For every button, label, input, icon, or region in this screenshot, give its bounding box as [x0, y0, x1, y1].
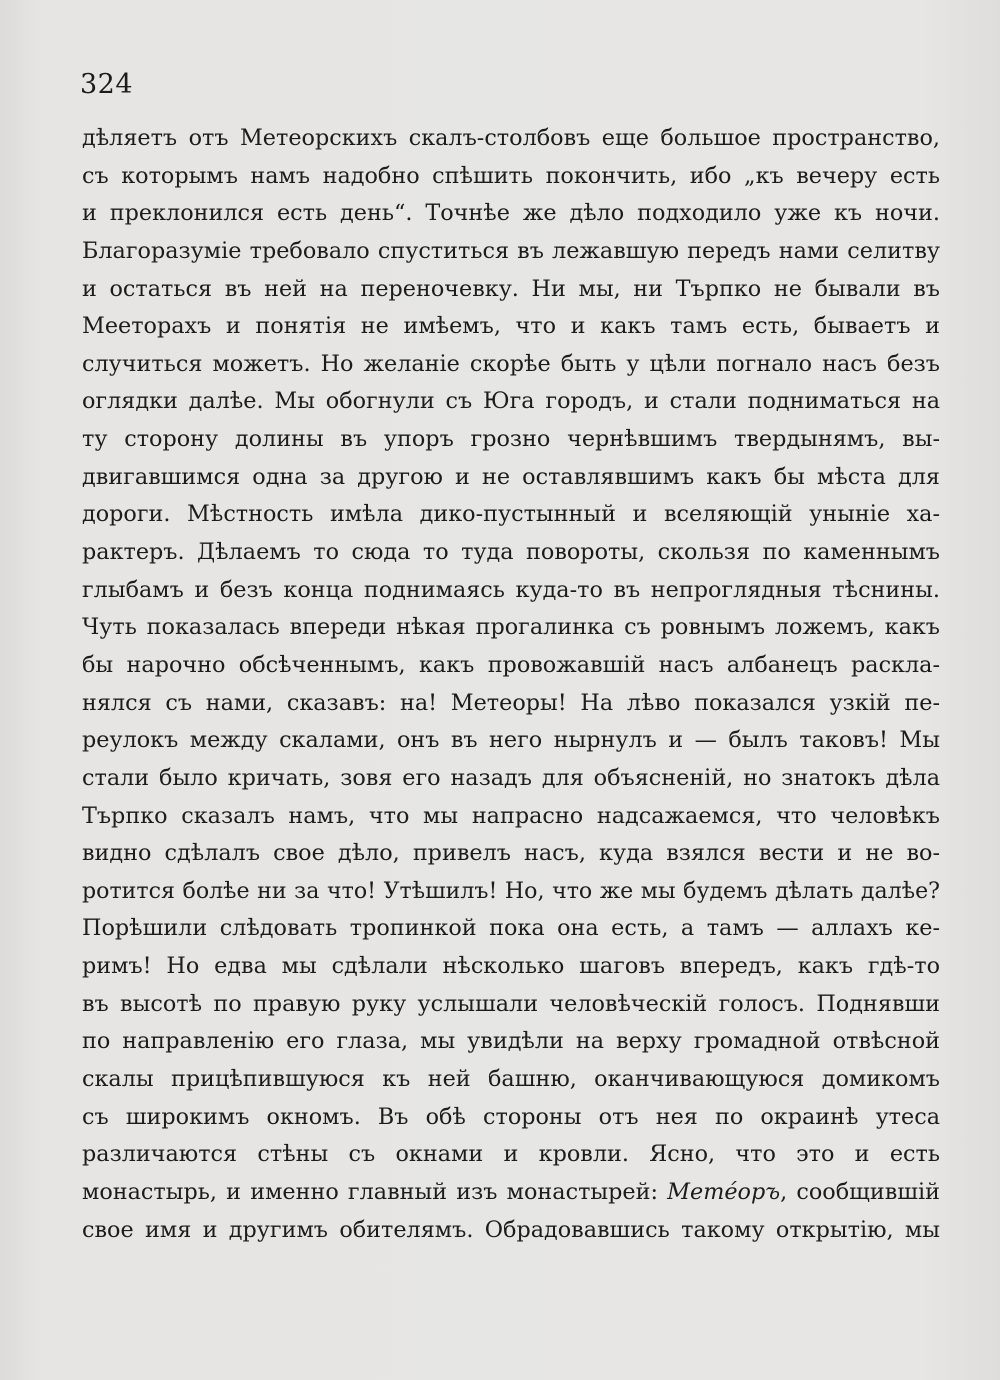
- text-line: дороги. Мѣстность имѣла дико-пустынный и вселяющій уныніе ха-: [82, 501, 940, 528]
- text-line: въ высотѣ по правую руку услышали человѣческій голосъ. Поднявши: [82, 990, 940, 1017]
- text-line: съ которымъ намъ надобно спѣшить покончить, ибо „къ вечеру есть: [82, 162, 940, 189]
- text-line: Чуть показалась впереди нѣкая прогалинка съ ровнымъ ложемъ, какъ: [82, 614, 940, 641]
- text-line: съ широкимъ окномъ. Въ обѣ стороны отъ нея по окраинѣ утеса: [82, 1103, 940, 1130]
- emphasized-word: Метéоръ: [667, 1178, 781, 1205]
- text-line: Благоразуміе требовало спуститься въ лежавшую передъ нами селитву: [82, 237, 940, 264]
- text-line: и остаться въ ней на переночевку. Ни мы, ни Търпко не бывали въ: [82, 275, 940, 302]
- text-line: случиться можетъ. Но желаніе скорѣе быть у цѣли погнало насъ безъ: [82, 350, 940, 377]
- text-line: глыбамъ и безъ конца поднимаясь куда-то въ непроглядныя тѣснины.: [82, 576, 940, 603]
- text-line: Порѣшили слѣдовать тропинкой пока она есть, а тамъ — аллахъ ке-: [82, 915, 940, 942]
- text-line: Търпко сказалъ намъ, что мы напрасно надсажаемся, что человѣкъ: [82, 802, 940, 829]
- text-line: ту сторону долины въ упоръ грозно чернѣвшимъ твердынямъ, вы-: [82, 426, 940, 453]
- text-segment: монастырь, и именно главный изъ монастырей:: [82, 1178, 668, 1205]
- text-line: свое имя и другимъ обителямъ. Обрадовавшись такому открытію, мы: [82, 1216, 940, 1243]
- text-line: реулокъ между скалами, онъ въ него нырнулъ и — былъ таковъ! Мы: [82, 727, 940, 754]
- text-line: рактеръ. Дѣлаемъ то сюда то туда повороты, скользя по каменнымъ: [82, 539, 940, 566]
- text-line: дѣляетъ отъ Метеорскихъ скалъ-столбовъ еще большое пространство,: [82, 125, 940, 151]
- text-line: бы нарочно обсѣченнымъ, какъ провожавшій насъ албанецъ раскла-: [82, 651, 940, 678]
- text-segment: , сообщившій: [780, 1178, 940, 1205]
- text-line: [82, 1174, 940, 1212]
- text-line: нялся съ нами, сказавъ: на! Метеоры! На лѣво показался узкій пе-: [82, 689, 940, 716]
- text-line: стали было кричать, зовя его назадъ для объясненій, но знатокъ дѣла: [82, 764, 940, 791]
- text-line: ротится болѣе ни за что! Утѣшилъ! Но, что же мы будемъ дѣлать далѣе?: [82, 877, 940, 904]
- text-line: видно сдѣлалъ свое дѣло, привелъ насъ, куда взялся вести и не во-: [82, 840, 940, 867]
- body-text: [82, 120, 940, 1249]
- text-line: Меeторахъ и понятія не имѣемъ, что и какъ тамъ есть, бываетъ и: [82, 313, 940, 340]
- text-line: оглядки далѣе. Мы обогнули съ Юга городъ, и стали подниматься на: [82, 388, 940, 415]
- text-line: различаются стѣны съ окнами и кровли. Ясно, что это и есть: [82, 1141, 940, 1168]
- text-line: и преклонился есть день“. Точнѣе же дѣло подходило уже къ ночи.: [82, 200, 940, 227]
- page-number: 324: [80, 69, 134, 100]
- text-line: двигавшимся одна за другою и не оставлявшимъ какъ бы мѣста для: [82, 463, 940, 490]
- text-line: скалы прицѣпившуюся къ ней башню, оканчивающуюся домикомъ: [82, 1066, 940, 1093]
- text-line: по направленію его глаза, мы увидѣли на верху громадной отвѣсной: [82, 1028, 940, 1055]
- text-line: римъ! Но едва мы сдѣлали нѣсколько шаговъ впередъ, какъ гдѣ-то: [82, 953, 940, 980]
